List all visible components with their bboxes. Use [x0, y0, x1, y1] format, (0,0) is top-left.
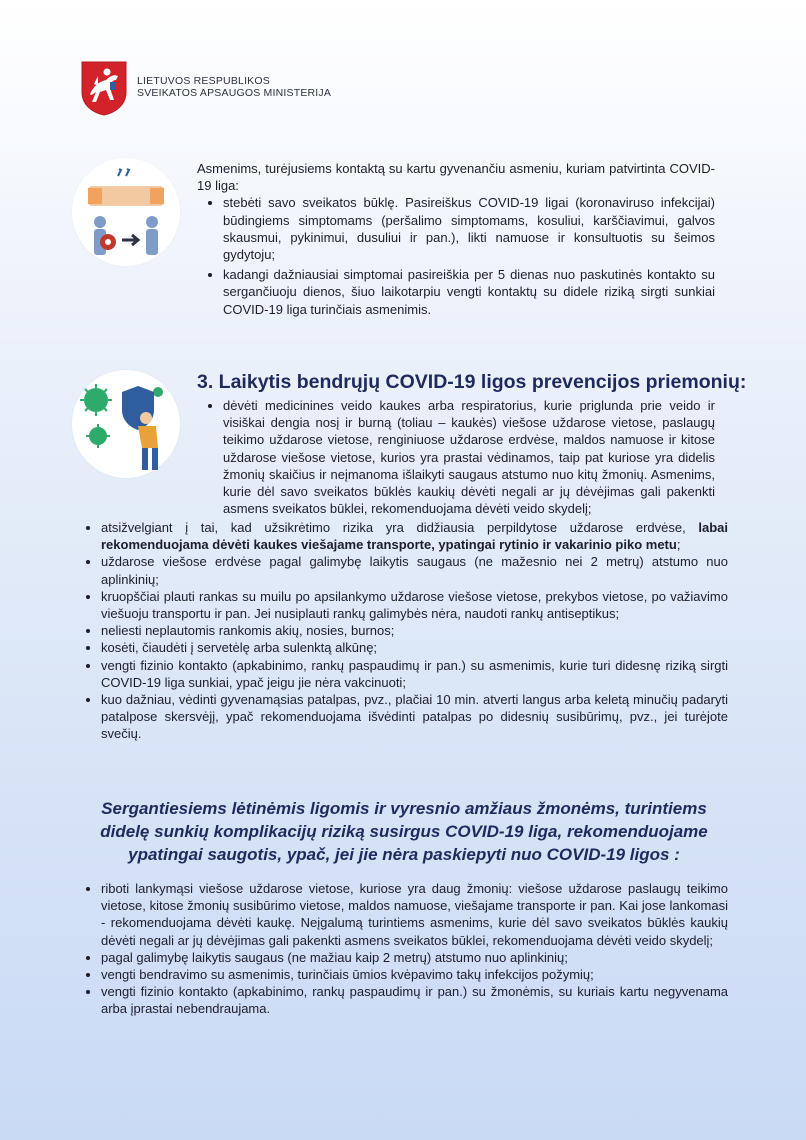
ministry-name-line2: SVEIKATOS APSAUGOS MINISTERIJA — [137, 87, 332, 99]
section-contact-intro: Asmenims, turėjusiems kontaktą su kartu gyvenančiu asmeniu, kuriam patvirtinta COVID-19 liga: — [197, 161, 715, 194]
contact-illustration — [72, 158, 180, 266]
prevention-first-item — [197, 397, 715, 517]
coat-of-arms-icon — [80, 60, 128, 116]
list-item: • stebėti savo sveikatos būklę. Pasireiškus COVID-19 ligai (koronaviruso infekcijai) būdingiems simptomams (peršalimo simptomams, kosuliui, karščiavimui, galvos skausmui, pykinimui, dusuliui ir pan.), likti namuose ir konsultuotis su šeimos gydytoju; — [223, 194, 715, 263]
ministry-name — [137, 75, 331, 99]
list-item: • riboti lankymąsi viešose uždarose vietose, kuriose yra daug žmonių: viešose uždarose paslaugų teikimo vietose, kitose žmonių susibūrimo vietose, maldos namuose, viešajame transporte ir pan. Kai jose lankomasi - rekomenduojama dėvėti kaukę. Neįgalumą turintiems asmenims, kurie dėl savo sveikatos būklės kaukių dėvėti negali ar jų dėvėjimas gali pakenkti asmens sveikatos būklei, rekomenduojama dėvėti veido skydelį; — [101, 880, 728, 949]
list-item: • pagal galimybę laikytis saugaus (ne mažiau kaip 2 metrų) atstumo nuo aplinkinių; — [101, 949, 728, 966]
prevention-list — [74, 519, 728, 743]
transport-text: atsižvelgiant į tai, kad užsikrėtimo rizika yra didžiausia perpildytose uždarose erdvėse, — [101, 520, 699, 535]
list-item: • dėvėti medicinines veido kaukes arba respiratorius, kurie priglunda prie veido ir visiškai dengia nosį ir burną (toliau – kaukės) viešose uždarose vietose, paslaugų teikimo uždarose vietose, renginiuose uždarose erdvėse, maldos namuose ir kitose uždarose viešose vietose, kurios yra prastai vėdinamos, taip pat kuriose yra didelis žmonių skaičius ir neįmanoma išlaikyti saugaus atstumo nuo kitų žmonių. Asmenims, kurie dėl savo sveikatos būklės kaukių dėvėti negali ar jų dėvėjimas gali pakenkti asmens sveikatos būklei, rekomenduojama dėvėti veido skydelį; — [223, 397, 715, 517]
list-item: • kruopščiai plauti rankas su muilu po apsilankymo uždarose viešose vietose, prekybos vietose, po važiavimo viešuoju transportu ir pan. Jei nusiplauti rankų galimybės nėra, naudoti rankų antiseptikus; — [101, 588, 728, 622]
list-item: • vengti fizinio kontakto (apkabinimo, rankų paspaudimų ir pan.) su asmenimis, kurie turi didesnę riziką sirgti COVID-19 liga sunkiai, ypač jeigu jie nėra vakcinuoti; — [101, 657, 728, 691]
section-contact-advice — [197, 160, 715, 321]
list-item: • kuo dažniau, vėdinti gyvenamąsias patalpas, pvz., plačiai 10 min. atverti langus arba keletą minučių padaryti patalpose skersvėjį, ypač rekomenduojama išvėdinti patalpas po didesnių susibūrimų, pvz., jei turėjote svečių. — [101, 691, 728, 743]
list-item: • vengti bendravimo su asmenimis, turinčiais ūmios kvėpavimo takų infekcijos požymių; — [101, 966, 728, 983]
risk-group-list — [74, 880, 728, 1018]
risk-group-heading: Sergantiesiems lėtinėmis ligomis ir vyresnio amžiaus žmonėms, turintiems didelę sunkių komplikacijų riziką susirgus COVID-19 liga, rekomenduojame ypatingai saugotis, ypač, jei jie nėra paskiepyti nuo COVID-19 ligos : — [100, 799, 708, 864]
virus-shield-icon — [72, 370, 180, 478]
contact-advice-list — [197, 194, 715, 317]
list-item: • vengti fizinio kontakto (apkabinimo, rankų paspaudimų ir pan.) su žmonėmis, su kuriais kartu negyvenama arba įprastai nebendraujama. — [101, 983, 728, 1017]
list-item: • kadangi dažniausiai simptomai pasireiškia per 5 dienas nuo paskutinės kontakto su sergančiuoju dienos, šiuo laikotarpiu vengti kontaktų su didele riziką sirgti sunkiai COVID-19 liga turinčiais asmenimis. — [223, 266, 715, 318]
section-prevention-heading: 3. Laikytis bendrųjų COVID-19 ligos prevencijos priemonių: — [197, 371, 747, 393]
ministry-name-line1: LIETUVOS RESPUBLIKOS — [137, 75, 270, 87]
handshake-contact-icon — [72, 158, 180, 266]
list-item: • uždarose viešose erdvėse pagal galimybę laikytis saugaus (ne mažesnio nei 2 metrų) atstumo nuo aplinkinių; — [101, 553, 728, 587]
list-item-transport — [101, 519, 728, 553]
transport-end: ; — [676, 537, 681, 553]
list-item: • neliesti neplautomis rankomis akių, nosies, burnos; — [101, 622, 728, 639]
prevention-illustration — [72, 370, 180, 478]
list-item: • kosėti, čiaudėti į servetėlę arba sulenktą alkūnę; — [101, 639, 728, 656]
transport-recommendation: labai rekomenduojama dėvėti kaukes viešajame transporte, ypatingai rytinio ir vakarinio piko metu — [101, 520, 728, 553]
